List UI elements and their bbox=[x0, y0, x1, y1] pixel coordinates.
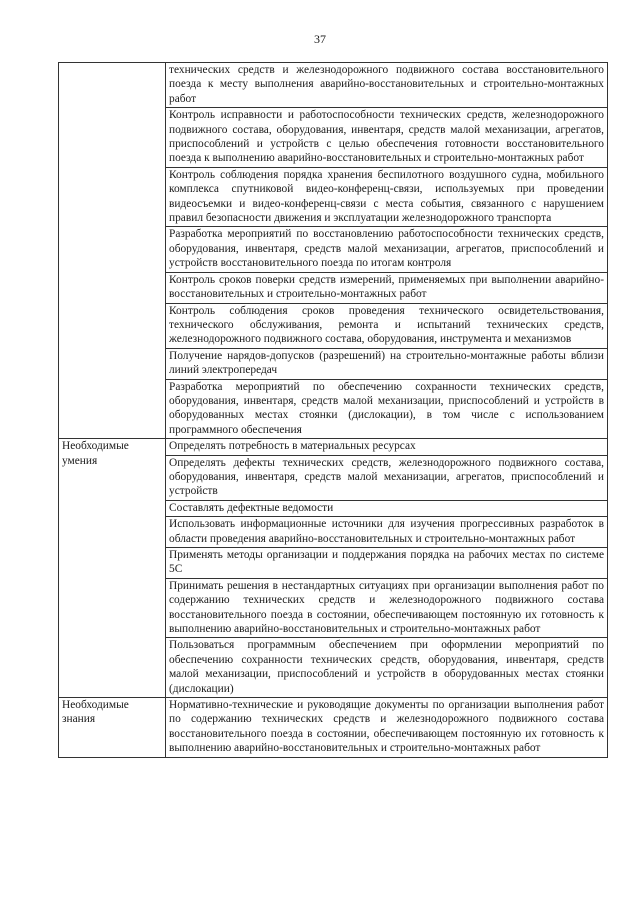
requirement-text-cell: Разработка мероприятий по обеспечению сохранности технических средств, оборудования, инвентаря, средств малой механизации, приспособлений и устройств в оборудованных местах стоянки (дислокации), в том числе с использованием программного обеспечения bbox=[166, 379, 608, 439]
table-row bbox=[59, 698, 608, 758]
requirements-table-body bbox=[59, 63, 608, 758]
section-label-cell: Необходимые умения bbox=[59, 439, 166, 698]
requirement-text-cell: Определять потребность в материальных ресурсах bbox=[166, 439, 608, 455]
requirement-text-cell: Определять дефекты технических средств, железнодорожного подвижного состава, оборудования, инвентаря, средств малой механизации, агрегатов, приспособлений и устройств bbox=[166, 455, 608, 500]
requirement-text-cell: Использовать информационные источники для изучения прогрессивных разработок в области проведения аварийно-восстановительных и строительно-монтажных работ bbox=[166, 517, 608, 548]
page-number: 37 bbox=[314, 32, 326, 46]
requirement-text-cell: Контроль соблюдения порядка хранения беспилотного воздушного судна, мобильного комплекса спутниковой видео-конференц-связи, используемых при проведении видеосъемки и видео-конференц-связи с места события, связанного с нарушением правил безопасности движения и эксплуатации железнодорожного транспорта bbox=[166, 167, 608, 227]
requirements-table bbox=[58, 62, 608, 758]
requirement-text-cell: Принимать решения в нестандартных ситуациях при организации выполнения работ по содержанию технических средств и железнодорожного подвижного состава восстановительного поезда в состоянии, обеспечивающем постоянную их готовность к выполнению аварийно-восстановительных и строительно-монтажных работ bbox=[166, 578, 608, 638]
requirement-text-cell: Разработка мероприятий по восстановлению работоспособности технических средств, оборудования, инвентаря, средств малой механизации, агрегатов, приспособлений и устройств восстановительного поезда по итогам контроля bbox=[166, 227, 608, 272]
requirement-text-cell: Контроль исправности и работоспособности технических средств, железнодорожного подвижного состава, оборудования, инвентаря, средств малой механизации, агрегатов, приспособлений и устройств с целью обеспечения готовности восстановительного поезда к выполнению аварийно-восстановительных и строительно-монтажных работ bbox=[166, 108, 608, 168]
table-row bbox=[59, 63, 608, 108]
requirement-text-cell: Нормативно-технические и руководящие документы по организации выполнения работ по содержанию технических средств и железнодорожного подвижного состава восстановительного поезда в состоянии, обеспечивающем постоянную их готовность к выполнению аварийно-восстановительных и строительно-монтажных работ bbox=[166, 698, 608, 758]
requirement-text-cell: Составлять дефектные ведомости bbox=[166, 500, 608, 516]
section-label-cell bbox=[59, 63, 166, 439]
requirement-text-cell: Контроль соблюдения сроков проведения технического освидетельствования, технического обслуживания, ремонта и испытаний технических средств, железнодорожного подвижного состава, оборудования, инструмента и механизмов bbox=[166, 303, 608, 348]
requirement-text-cell: Контроль сроков поверки средств измерений, применяемых при выполнении аварийно-восстановительных и строительно-монтажных работ bbox=[166, 272, 608, 303]
requirement-text-cell: технических средств и железнодорожного подвижного состава восстановительного поезда к месту выполнения аварийно-восстановительных и строительно-монтажных работ bbox=[166, 63, 608, 108]
section-label-cell: Необходимые знания bbox=[59, 698, 166, 758]
table-row bbox=[59, 439, 608, 455]
requirement-text-cell: Получение нарядов-допусков (разрешений) на строительно-монтажные работы вблизи линий электропередач bbox=[166, 348, 608, 379]
requirement-text-cell: Пользоваться программным обеспечением при оформлении мероприятий по обеспечению сохранности технических средств, оборудования, инвентаря, средств малой механизации, приспособлений и устройств в оборудованных местах стоянки (дислокации) bbox=[166, 638, 608, 698]
requirement-text-cell: Применять методы организации и поддержания порядка на рабочих местах по системе 5С bbox=[166, 548, 608, 579]
